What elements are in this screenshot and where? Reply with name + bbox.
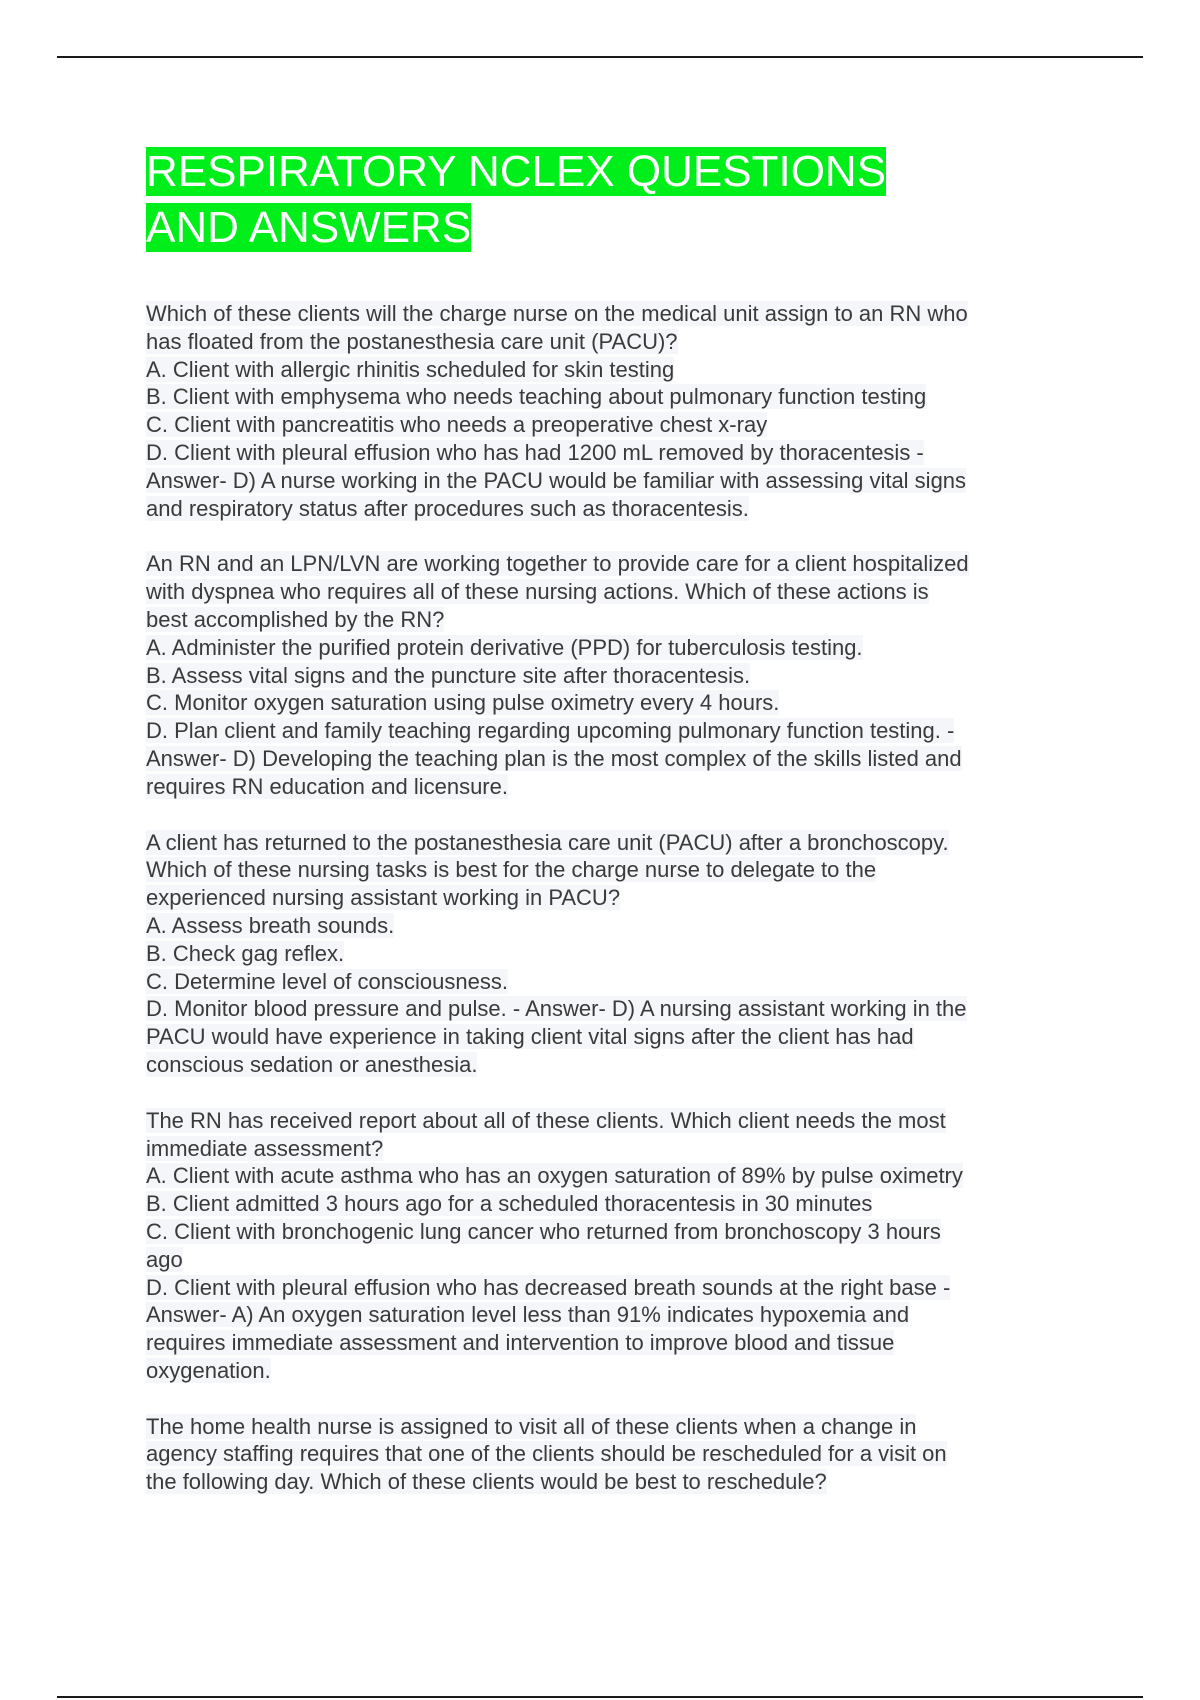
text-run: oxygenation. (146, 1357, 271, 1383)
question-text-line (146, 689, 1086, 717)
text-run: and respiratory status after procedures such as thoracentesis. (146, 495, 749, 521)
text-run: Answer- D) A nurse working in the PACU would be familiar with assessing vital signs (146, 467, 967, 493)
question-text-line (146, 1162, 1086, 1190)
question-text-line (146, 1051, 1086, 1079)
text-run: Which of these nursing tasks is best for the charge nurse to delegate to the (146, 857, 877, 883)
text-run: C. Monitor oxygen saturation using pulse oximetry every 4 hours. (146, 690, 780, 716)
question-text-line (146, 1357, 1086, 1385)
text-run: B. Assess vital signs and the puncture site after thoracentesis. (146, 662, 751, 688)
question-block (146, 550, 1086, 800)
text-run: The home health nurse is assigned to visit all of these clients when a change in (146, 1413, 917, 1439)
question-text-line (146, 411, 1086, 439)
text-run: requires immediate assessment and intervention to improve blood and tissue (146, 1330, 895, 1356)
text-run: PACU would have experience in taking client vital signs after the client has had (146, 1024, 914, 1050)
text-run: C. Client with pancreatitis who needs a preoperative chest x-ray (146, 412, 768, 438)
question-text-line (146, 1301, 1086, 1329)
text-run: ago (146, 1246, 183, 1272)
bottom-rule (57, 1696, 1143, 1698)
text-run: immediate assessment? (146, 1135, 384, 1161)
text-run: B. Client with emphysema who needs teaching about pulmonary function testing (146, 384, 927, 410)
text-run: The RN has received report about all of these clients. Which client needs the most (146, 1107, 946, 1133)
question-text-line (146, 1023, 1086, 1051)
question-block (146, 1413, 1086, 1496)
question-block (146, 300, 1086, 522)
text-run: conscious sedation or anesthesia. (146, 1051, 478, 1077)
title-line: AND ANSWERS (146, 203, 472, 252)
text-run: A. Client with acute asthma who has an oxygen saturation of 89% by pulse oximetry (146, 1163, 963, 1189)
text-run: Answer- A) An oxygen saturation level less than 91% indicates hypoxemia and (146, 1302, 910, 1328)
question-text-line (146, 829, 1086, 857)
text-run: C. Client with bronchogenic lung cancer who returned from bronchoscopy 3 hours (146, 1218, 941, 1244)
text-run: D. Client with pleural effusion who has decreased breath sounds at the right base - (146, 1274, 951, 1300)
question-text-line (146, 662, 1086, 690)
text-run: A. Client with allergic rhinitis scheduled for skin testing (146, 356, 675, 382)
text-run: A client has returned to the postanesthesia care unit (PACU) after a bronchoscopy. (146, 829, 949, 855)
text-run: D. Client with pleural effusion who has had 1200 mL removed by thoracentesis - (146, 439, 924, 465)
text-run: best accomplished by the RN? (146, 606, 445, 632)
text-run: Which of these clients will the charge nurse on the medical unit assign to an RN who (146, 301, 968, 326)
page-title (146, 144, 1006, 256)
question-text-line (146, 356, 1086, 384)
text-run: B. Client admitted 3 hours ago for a scheduled thoracentesis in 30 minutes (146, 1191, 873, 1217)
question-text-line (146, 578, 1086, 606)
question-text-line (146, 1413, 1086, 1441)
question-text-line (146, 884, 1086, 912)
text-run: C. Determine level of consciousness. (146, 968, 508, 994)
question-text-line (146, 300, 1086, 328)
text-run: A. Assess breath sounds. (146, 912, 395, 938)
text-run: B. Check gag reflex. (146, 940, 345, 966)
question-list (146, 300, 1086, 1524)
question-text-line (146, 467, 1086, 495)
text-run: D. Monitor blood pressure and pulse. - Answer- D) A nursing assistant working in the (146, 996, 967, 1022)
text-run: with dyspnea who requires all of these nursing actions. Which of these actions is (146, 579, 929, 605)
text-run: An RN and an LPN/LVN are working together to provide care for a client hospitalized (146, 551, 969, 577)
question-text-line (146, 1440, 1086, 1468)
question-text-line (146, 439, 1086, 467)
question-text-line (146, 606, 1086, 634)
question-text-line (146, 1107, 1086, 1135)
text-run: D. Plan client and family teaching regarding upcoming pulmonary function testing. - (146, 718, 955, 744)
question-text-line (146, 1218, 1086, 1246)
question-text-line (146, 495, 1086, 523)
question-text-line (146, 940, 1086, 968)
text-run: Answer- D) Developing the teaching plan is the most complex of the skills listed and (146, 745, 962, 771)
text-run: requires RN education and licensure. (146, 773, 508, 799)
question-text-line (146, 856, 1086, 884)
text-run: has floated from the postanesthesia care unit (PACU)? (146, 328, 678, 354)
question-block (146, 1107, 1086, 1385)
question-text-line (146, 328, 1086, 356)
question-text-line (146, 995, 1086, 1023)
text-run: the following day. Which of these clients would be best to reschedule? (146, 1469, 827, 1495)
question-text-line (146, 912, 1086, 940)
question-text-line (146, 717, 1086, 745)
question-text-line (146, 968, 1086, 996)
text-run: experienced nursing assistant working in PACU? (146, 885, 621, 911)
question-text-line (146, 1190, 1086, 1218)
question-text-line (146, 634, 1086, 662)
question-text-line (146, 1468, 1086, 1496)
question-text-line (146, 773, 1086, 801)
question-text-line (146, 1246, 1086, 1274)
question-text-line (146, 1329, 1086, 1357)
question-text-line (146, 1135, 1086, 1163)
question-text-line (146, 745, 1086, 773)
text-run: A. Administer the purified protein derivative (PPD) for tuberculosis testing. (146, 634, 863, 660)
top-rule (57, 56, 1143, 58)
title-line: RESPIRATORY NCLEX QUESTIONS (146, 147, 887, 196)
text-run: agency staffing requires that one of the clients should be rescheduled for a visit on (146, 1441, 947, 1467)
question-text-line (146, 383, 1086, 411)
question-text-line (146, 550, 1086, 578)
question-block (146, 829, 1086, 1079)
question-text-line (146, 1274, 1086, 1302)
